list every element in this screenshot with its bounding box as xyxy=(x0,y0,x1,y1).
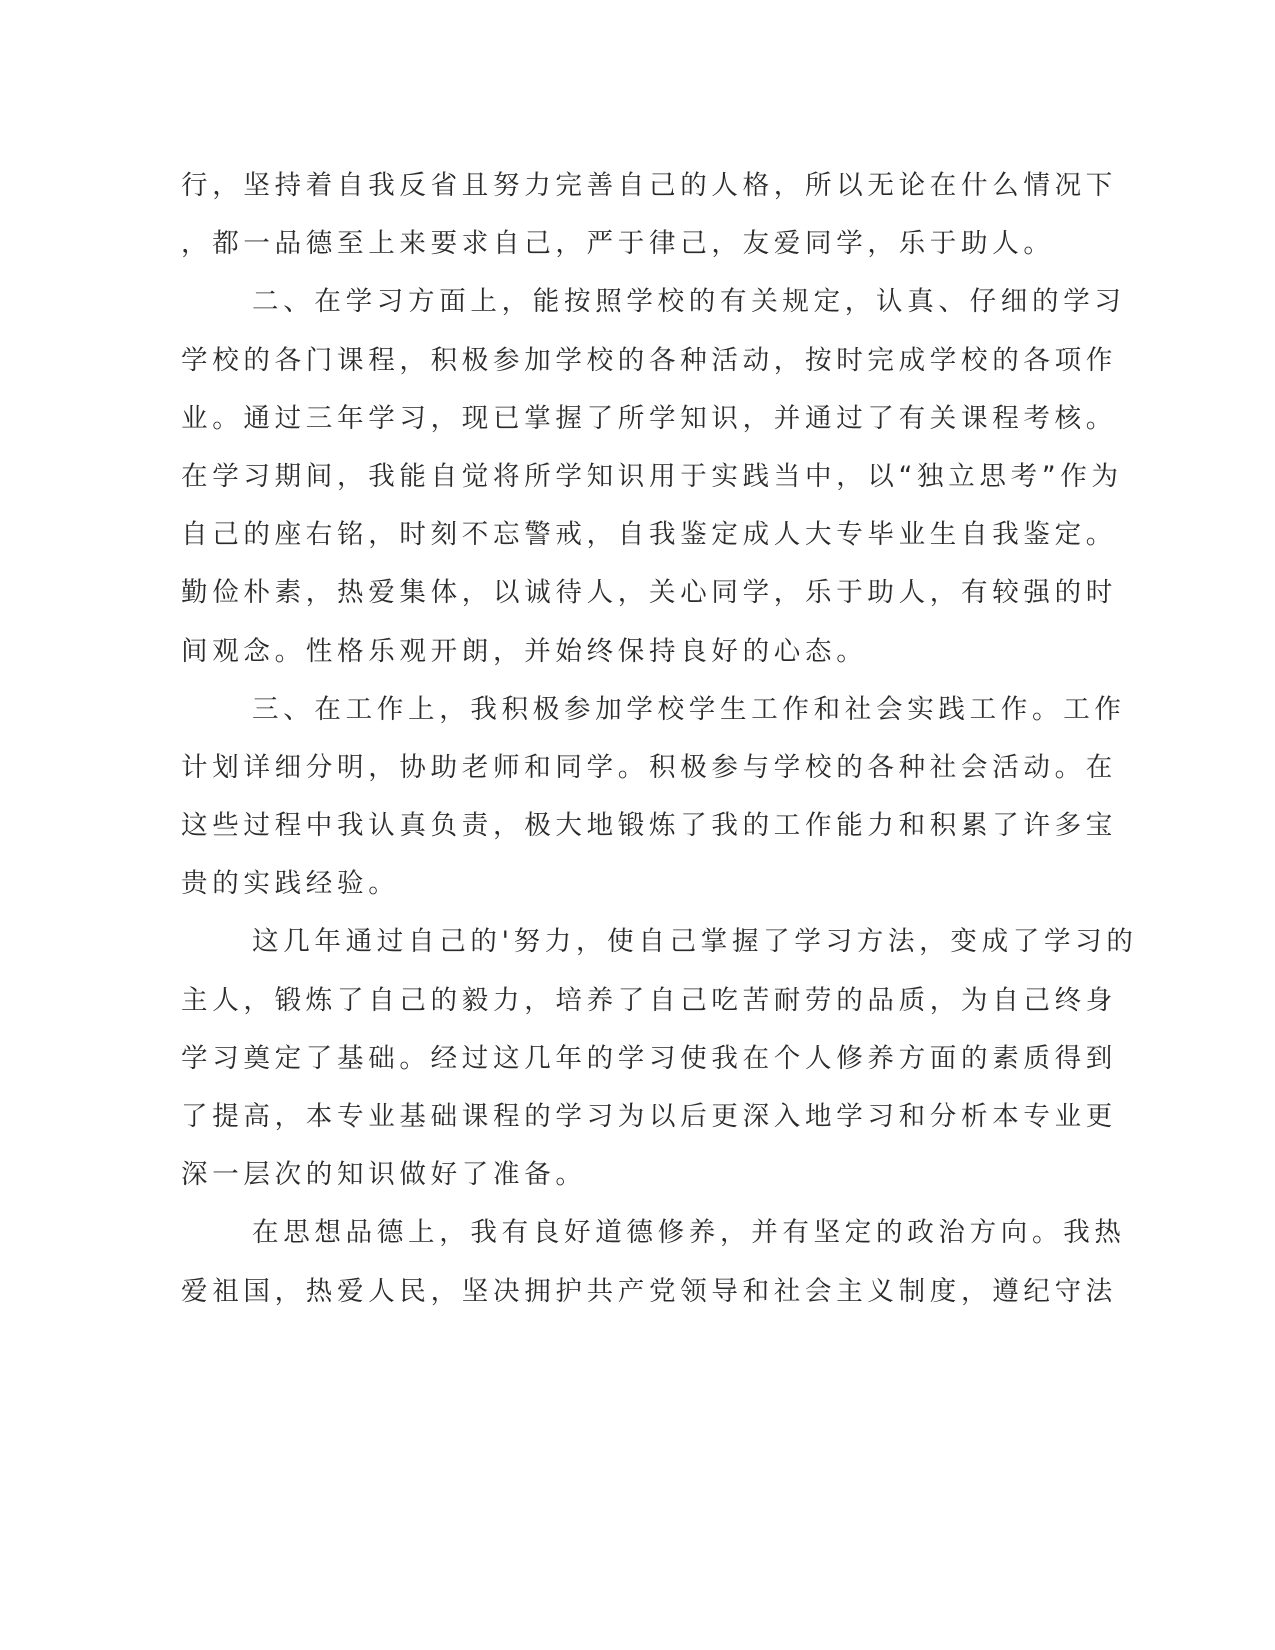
text-line: 勤俭朴素，热爱集体，以诚待人，关心同学，乐于助人，有较强的时 xyxy=(181,577,1117,609)
paragraph-first-line: 这几年通过自己的'努力，使自己掌握了学习方法，变成了学习的 xyxy=(252,926,1138,958)
text-line: 了提高，本专业基础课程的学习为以后更深入地学习和分析本专业更 xyxy=(181,1101,1117,1132)
text-line: 学校的各门课程，积极参加学校的各种活动，按时完成学校的各项作 xyxy=(181,344,1117,376)
text-line: 在学习期间，我能自觉将所学知识用于实践当中，以“独立思考”作为 xyxy=(181,460,1123,492)
text-line: 主人，锻炼了自己的毅力，培养了自己吃苦耐劳的品质，为自己终身 xyxy=(181,984,1117,1016)
text-line: 行，坚持着自我反省且努力完善自己的人格，所以无论在什么情况下 xyxy=(181,170,1117,201)
paragraph-first-line: 三、在工作上，我积极参加学校学生工作和社会实践工作。工作 xyxy=(252,693,1126,725)
text-line: ，都一品德至上来要求自己，严于律己，友爱同学，乐于助人。 xyxy=(181,228,1055,260)
text-line: 贵的实践经验。 xyxy=(181,868,400,900)
paragraph-first-line: 二、在学习方面上，能按照学校的有关规定，认真、仔细的学习 xyxy=(252,286,1126,318)
text-line: 自己的座右铭，时刻不忘警戒，自我鉴定成人大专毕业生自我鉴定。 xyxy=(181,519,1117,551)
text-line: 学习奠定了基础。经过这几年的学习使我在个人修养方面的素质得到 xyxy=(181,1042,1117,1074)
text-line: 这些过程中我认真负责，极大地锻炼了我的工作能力和积累了许多宝 xyxy=(181,810,1117,842)
paragraph-first-line: 在思想品德上，我有良好道德修养，并有坚定的政治方向。我热 xyxy=(252,1217,1126,1249)
text-line: 间观念。性格乐观开朗，并始终保持良好的心态。 xyxy=(181,635,868,667)
text-line: 计划详细分明，协助老师和同学。积极参与学校的各种社会活动。在 xyxy=(181,751,1117,783)
text-line: 业。通过三年学习，现已掌握了所学知识，并通过了有关课程考核。 xyxy=(181,402,1117,434)
body-text xyxy=(181,157,1138,1321)
text-line: 深一层次的知识做好了准备。 xyxy=(181,1159,587,1191)
text-line: 爱祖国，热爱人民，坚决拥护共产党领导和社会主义制度，遵纪守法 xyxy=(181,1275,1117,1307)
